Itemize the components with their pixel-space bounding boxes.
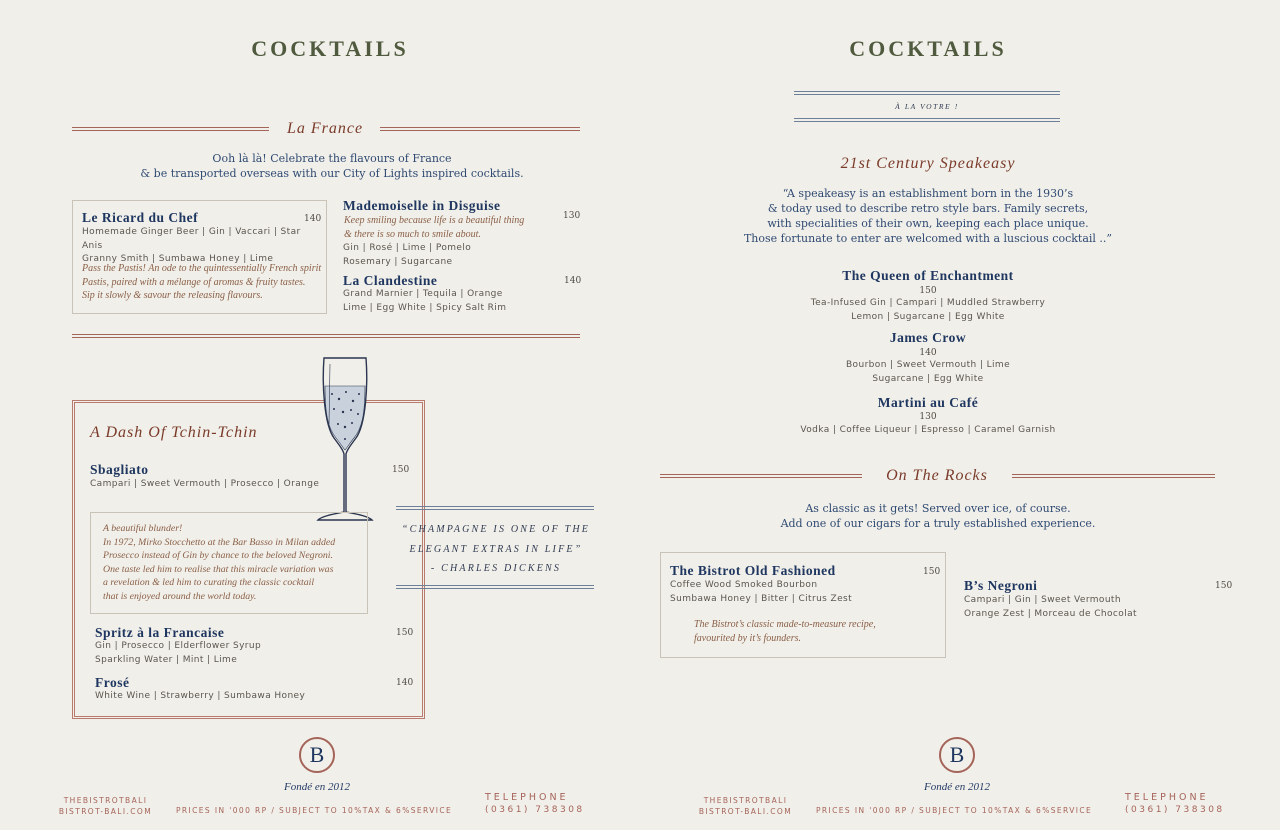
ingredients: Bourbon | Sweet Vermouth | Lime Sugarcane | Egg White — [845, 360, 1011, 384]
founded-text: Fondé en 2012 — [284, 781, 350, 793]
dish-price: 130 — [919, 412, 937, 422]
divider — [396, 585, 594, 589]
champagne-glass-icon — [312, 354, 378, 524]
bistrot-logo: B — [299, 737, 335, 773]
dish-price: 140 — [304, 214, 322, 224]
ricard-box — [72, 200, 327, 314]
dish-name: Spritz à la Francaise — [95, 625, 225, 640]
ingredients: White Wine | Strawberry | Sumbawa Honey — [95, 691, 306, 701]
ingredients: Vodka | Coffee Liqueur | Espresso | Caramel Garnish — [800, 425, 1056, 435]
left-page-title: COCKTAILS — [251, 36, 409, 61]
telephone: TELEPHONE (0361) 738308 — [485, 792, 585, 815]
dish-note: The Bistrot’s classic made-to-measure recipe, favourited by it’s founders. — [694, 619, 876, 644]
right-page-title: COCKTAILS — [849, 36, 1007, 61]
on-the-rocks-intro: As classic as it gets! Served over ice, of course. Add one of our cigars for a truly established experience. — [780, 502, 1096, 530]
dish-price: 150 — [923, 567, 941, 577]
dish-price: 130 — [563, 211, 581, 221]
website[interactable]: THEBISTROTBALI BISTROT-BALI.COM — [58, 796, 153, 816]
ingredients: Tea-Infused Gin | Campari | Muddled Strawberry Lemon | Sugarcane | Egg White — [810, 298, 1046, 322]
dish-name: Le Ricard du Chef — [82, 210, 199, 225]
old-fashioned-box — [660, 552, 946, 658]
ingredients: Gin | Prosecco | Elderflower Syrup Sparkling Water | Mint | Lime — [95, 641, 262, 665]
speakeasy-intro: “A speakeasy is an establishment born in the 1930’s & today used to describe retro style bars. Family secrets, with specialities of their own, keeping each place unique. Those fortunate to enter are welcomed with a luscious cocktail ..” — [743, 187, 1113, 245]
dish-name: La Clandestine — [343, 273, 438, 288]
ingredients: Grand Marnier | Tequila | Orange Lime | Egg White | Spicy Salt Rim — [343, 289, 507, 313]
founded-text: Fondé en 2012 — [924, 781, 990, 793]
divider — [794, 91, 1060, 95]
la-france-intro: Ooh là là! Celebrate the flavours of France & be transported overseas with our City of Lights inspired cocktails. — [140, 152, 524, 180]
divider — [72, 127, 269, 131]
section-heading-on-the-rocks: On The Rocks — [886, 467, 988, 484]
dish-name: The Bistrot Old Fashioned — [670, 563, 836, 578]
ingredients: Gin | Rosé | Lime | Pomelo Rosemary | Sugarcane — [343, 243, 472, 267]
website[interactable]: THEBISTROTBALI BISTROT-BALI.COM — [698, 796, 793, 816]
dish-price: 150 — [392, 465, 410, 475]
section-heading-la-france: La France — [286, 120, 364, 137]
section-heading-tchin-tchin: A Dash Of Tchin-Tchin — [90, 424, 258, 441]
divider — [660, 474, 862, 478]
divider — [1012, 474, 1215, 478]
dish-name: James Crow — [889, 330, 967, 345]
dish-price: 140 — [919, 348, 937, 358]
dish-price: 150 — [919, 286, 937, 296]
ingredients: Campari | Sweet Vermouth | Prosecco | Orange — [90, 479, 320, 489]
divider — [380, 127, 580, 131]
prices-note: PRICES IN '000 RP / SUBJECT TO 10%TAX & 6%SERVICE — [816, 806, 1093, 815]
dish-name: The Queen of Enchantment — [842, 268, 1014, 283]
bistrot-logo: B — [939, 737, 975, 773]
dish-price: 140 — [396, 678, 414, 688]
dish-name: Sbagliato — [90, 462, 149, 477]
divider — [72, 334, 580, 338]
ingredients: Campari | Gin | Sweet Vermouth Orange Zest | Morceau de Chocolat — [964, 595, 1137, 619]
divider — [396, 506, 594, 510]
dish-price: 150 — [396, 628, 414, 638]
telephone: TELEPHONE (0361) 738308 — [1125, 792, 1225, 815]
champagne-quote: “CHAMPAGNE IS ONE OF THE ELEGANT EXTRAS IN LIFE” - CHARLES DICKENS — [401, 524, 591, 574]
dish-price: 150 — [1215, 581, 1233, 591]
dish-name: Mademoiselle in Disguise — [343, 198, 501, 213]
section-heading-speakeasy: 21st Century Speakeasy — [840, 155, 1016, 172]
dish-note: Keep smiling because life is a beautiful thing & there is so much to smile about. — [344, 215, 525, 240]
prices-note: PRICES IN '000 RP / SUBJECT TO 10%TAX & 6%SERVICE — [176, 806, 453, 815]
a-la-votre: À LA VOTRE ! — [895, 102, 959, 111]
ingredients: Coffee Wood Smoked Bourbon Sumbawa Honey | Bitter | Citrus Zest — [670, 580, 853, 604]
dish-price: 140 — [564, 276, 582, 286]
sbagliato-note-box — [90, 512, 368, 614]
dish-name: Frosé — [95, 675, 130, 690]
ingredients: Homemade Ginger Beer | Gin | Vaccari | Star Anis Granny Smith | Sumbawa Honey | Lime — [82, 227, 301, 264]
divider — [794, 118, 1060, 122]
dish-note: A beautiful blunder! In 1972, Mirko Stocchetto at the Bar Basso in Milan added Prosecco instead of Gin by chance to the beloved Negroni. One taste led him to realise that this miracle variation was a revelation & led him to curating the classic cocktail that is enjoyed around the world today. — [103, 523, 336, 602]
dish-name: B’s Negroni — [964, 578, 1038, 593]
dish-note: Pass the Pastis! An ode to the quintessentially French spirit Pastis, paired with a mélange of aromas & fruity tastes. Sip it slowly & savour the releasing flavours. — [82, 263, 322, 301]
dish-name: Martini au Café — [877, 395, 979, 410]
